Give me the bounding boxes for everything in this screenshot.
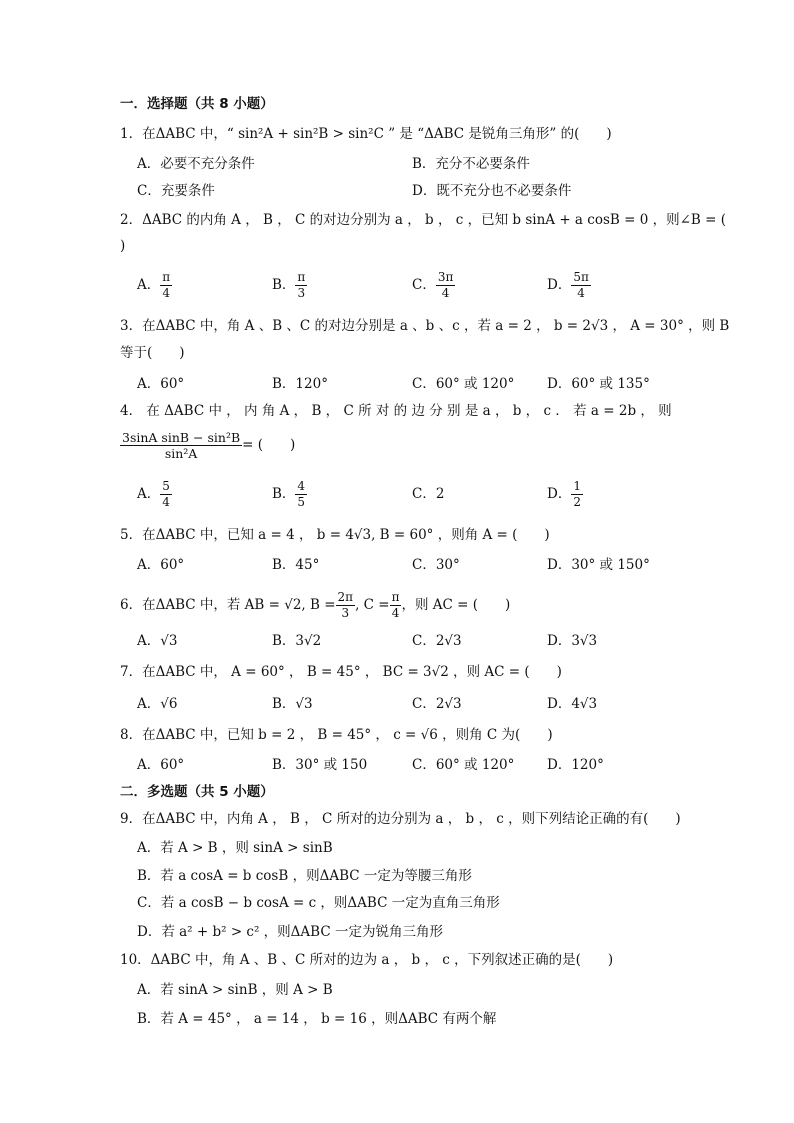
question-8-option-b: B．30° 或 150 xyxy=(272,757,368,773)
section-title-multiple-choice: 二．多选题（共 5 小题） xyxy=(120,784,274,800)
fraction: $\frac{1}{2}$ xyxy=(573,479,581,509)
question-3-option-a: A．60° xyxy=(137,376,185,392)
question-2-stem: 2．ΔABC 的内角 A ， B ， C 的对边分别为 a ， b ， c ，已知 b sinA + a cosB = 0 ，则∠B = ( xyxy=(120,212,726,228)
fraction: $\frac{\pi}{4}$ xyxy=(391,590,400,620)
fraction: $\frac{\text{3sinA sinB − sin²B}}{\text{sin²A}}$ xyxy=(122,430,241,461)
question-5-option-c: C．30° xyxy=(412,557,460,573)
question-3-stem: 3．在ΔABC 中，角 A 、B 、C 的对边分别是 a 、b 、c ，若 a = 2 ， b = 2√3 ， A = 30° ，则 B xyxy=(120,318,730,334)
question-5-stem: 5．在ΔABC 中，已知 a = 4 ， b = 4√3, B = 60° ，则角 A = ( ) xyxy=(120,527,550,543)
question-9-option-c: C．若 a cosB − b cosA = c ，则ΔABC 一定为直角三角形 xyxy=(137,895,500,911)
question-6-option-a: A．√3 xyxy=(137,633,178,649)
question-9-stem: 9．在ΔABC 中，内角 A ， B ， C 所对的边分别为 a ， b ， c ，则下列结论正确的有( ) xyxy=(120,811,681,827)
question-2-stem-continued: ) xyxy=(120,238,126,254)
question-1-option-d: D．既不充分也不必要条件 xyxy=(412,183,572,199)
question-3-stem-continued: 等于( ) xyxy=(120,345,185,361)
question-1-option-a: A．必要不充分条件 xyxy=(137,156,255,172)
question-8-option-c: C．60° 或 120° xyxy=(412,757,515,773)
question-8-option-a: A．60° xyxy=(137,757,185,773)
fraction: $\frac{5}{4}$ xyxy=(162,479,170,509)
section-title-single-choice: 一．选择题（共 8 小题） xyxy=(120,96,274,112)
question-2-option-c: C． $\frac{3\pi}{4}$ xyxy=(412,270,454,300)
question-3-option-b: B．120° xyxy=(272,376,328,392)
question-7-option-d: D．4√3 xyxy=(547,696,598,712)
question-2-option-d: D． $\frac{5\pi}{4}$ xyxy=(547,270,589,300)
fraction: $\frac{2\pi}{3}$ xyxy=(337,590,354,620)
question-9-option-a: A．若 A > B ，则 sinA > sinB xyxy=(137,840,333,856)
fraction: $\frac{5\pi}{4}$ xyxy=(573,270,589,300)
question-1-option-b: B．充分不必要条件 xyxy=(412,156,530,172)
question-3-option-c: C．60° 或 120° xyxy=(412,376,515,392)
question-9-option-d: D．若 a² + b² > c² ，则ΔABC 一定为锐角三角形 xyxy=(137,924,443,940)
question-5-option-d: D．30° 或 150° xyxy=(547,557,650,573)
fraction: $\frac{4}{5}$ xyxy=(297,479,306,509)
question-9-option-b: B．若 a cosA = b cosB ，则ΔABC 一定为等腰三角形 xyxy=(137,868,472,884)
question-4-expression: $\frac{\text{3sinA sinB − sin²B}}{\text{sin²A}}$ = ( ) xyxy=(122,430,296,461)
question-7-option-c: C．2√3 xyxy=(412,696,462,712)
question-7-option-a: A．√6 xyxy=(137,696,178,712)
question-2-option-b: B． $\frac{\pi}{3}$ xyxy=(272,270,306,300)
question-1-stem: 1．在ΔABC 中，“ sin²A + sin²B > sin²C ” 是 “ΔABC 是锐角三角形” 的( ) xyxy=(120,126,612,142)
question-1-option-c: C．充要条件 xyxy=(137,183,215,199)
fraction: $\frac{3\pi}{4}$ xyxy=(437,270,454,300)
question-7-option-b: B．√3 xyxy=(272,696,313,712)
question-5-option-b: B．45° xyxy=(272,557,320,573)
question-10-option-b: B．若 A = 45° ， a = 14 ， b = 16 ，则ΔABC 有两个解 xyxy=(137,1011,497,1027)
question-8-option-d: D．120° xyxy=(547,757,604,773)
question-7-stem: 7．在ΔABC 中， A = 60° ， B = 45° ， BC = 3√2 ，则 AC = ( ) xyxy=(120,664,562,680)
question-10-stem: 10．ΔABC 中，角 A 、B 、C 所对的边为 a ， b ， c ，下列叙述正确的是( ) xyxy=(120,952,614,968)
fraction: $\frac{\pi}{4}$ xyxy=(162,270,171,300)
question-4-option-b: B． $\frac{4}{5}$ xyxy=(272,479,306,509)
question-6-option-d: D．3√3 xyxy=(547,633,598,649)
question-4-option-d: D． $\frac{1}{2}$ xyxy=(547,479,581,509)
question-6-option-c: C．2√3 xyxy=(412,633,462,649)
question-5-option-a: A．60° xyxy=(137,557,185,573)
question-4-option-c: C．2 xyxy=(412,486,445,502)
question-2-option-a: A． $\frac{\pi}{4}$ xyxy=(137,270,171,300)
question-8-stem: 8．在ΔABC 中，已知 b = 2 ， B = 45° ， c = √6 ，则角 C 为( ) xyxy=(120,727,553,743)
question-3-option-d: D．60° 或 135° xyxy=(547,376,650,392)
question-6-option-b: B．3√2 xyxy=(272,633,322,649)
question-10-option-a: A．若 sinA > sinB ，则 A > B xyxy=(137,982,333,998)
question-6-stem: 6．在ΔABC 中，若 AB = √2, B = $\frac{2\pi}{3}$ , C = $\frac{\pi}{4}$ ，则 AC = ( ) xyxy=(120,590,511,620)
fraction: $\frac{\pi}{3}$ xyxy=(297,270,306,300)
question-4-option-a: A． $\frac{5}{4}$ xyxy=(137,479,170,509)
question-4-stem: 4． 在 ΔABC 中 ， 内 角 A ， B ， C 所 对 的 边 分 别 是 a ， b ， c ． 若 a = 2b ， 则 xyxy=(120,403,672,419)
